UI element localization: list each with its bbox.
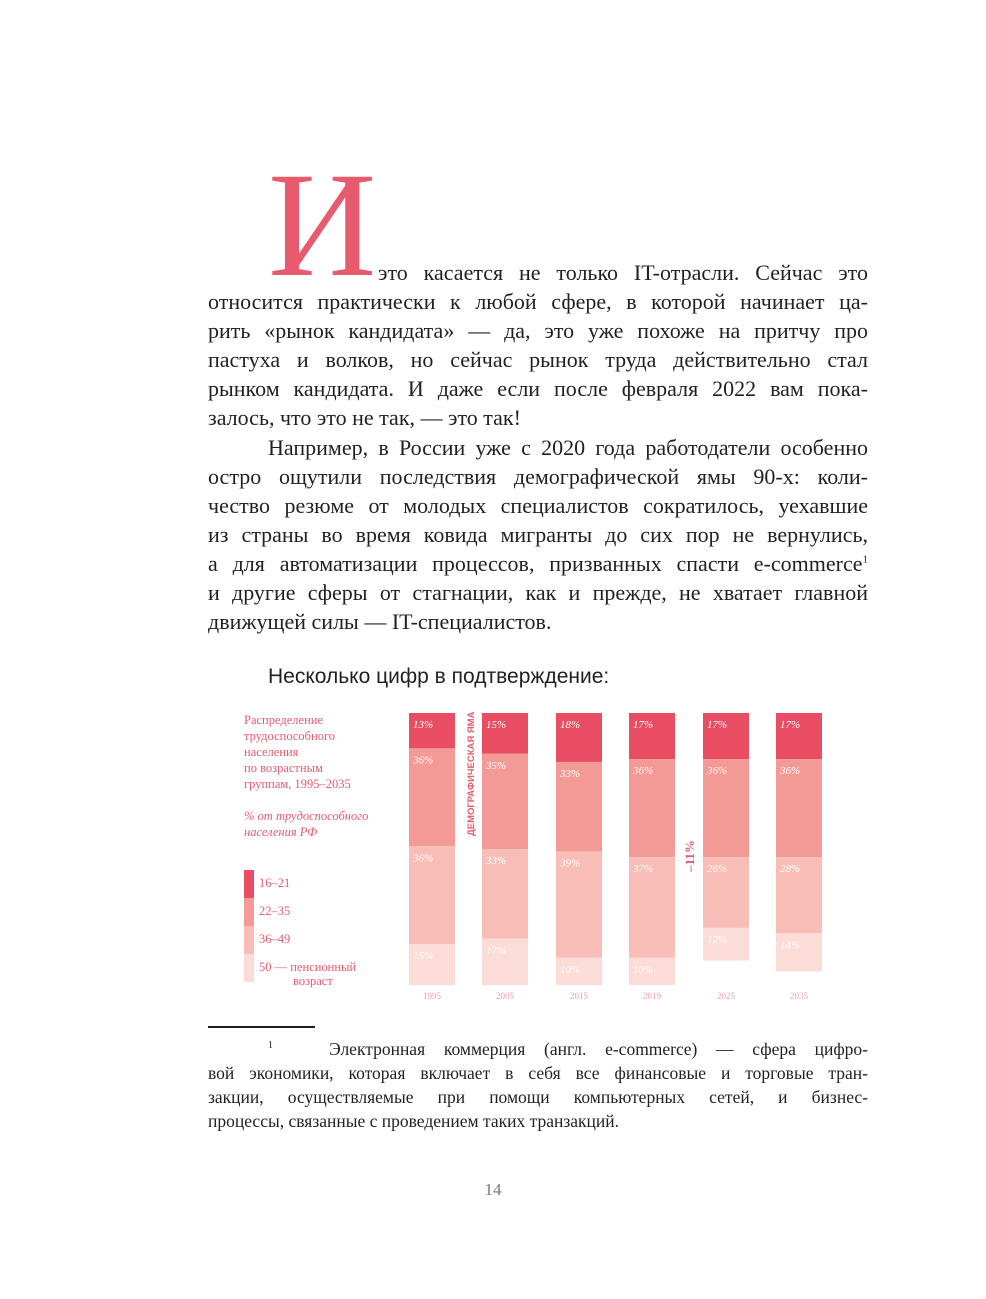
footnote-line-text: Электронная коммерция (англ. e-commerce) — сфера цифро- xyxy=(329,1039,868,1059)
bar-value-label: 26% xyxy=(707,863,728,876)
chart-subtitle-line: % от трудоспособного xyxy=(244,809,369,823)
bar-value-label: 36% xyxy=(413,852,434,865)
bar-value-label: 36% xyxy=(413,754,434,767)
x-tick-label: 2015 xyxy=(570,991,588,1001)
chart-lead-in: Несколько цифр в подтверждение: xyxy=(268,665,610,688)
footnote xyxy=(208,1037,868,1133)
bar-value-label: 17% xyxy=(780,719,801,731)
bar-value-label: 37% xyxy=(633,863,654,876)
bar-value-label: 18% xyxy=(560,719,581,731)
paragraph-line: остро ощутили последствия демографической ямы 90-х: коли- xyxy=(208,464,868,489)
paragraph-line: рить «рынок кандидата» — да, это уже похоже на притчу про xyxy=(208,318,868,343)
chart-title-line: Распределение xyxy=(244,713,323,727)
chart-title-line: по возрастным xyxy=(244,761,323,775)
bar-value-label: 15% xyxy=(486,719,507,731)
x-tick-label: 1995 xyxy=(423,991,441,1001)
bar-value-label: 14% xyxy=(780,939,801,952)
annotation-drop: –11% xyxy=(682,840,697,872)
paragraph-line: и другие сферы от стагнации, как и прежде, не хватает главной xyxy=(208,580,868,605)
paragraph-line-text: а для автоматизации процессов, призванных спасти e-commerce xyxy=(208,551,863,576)
chart-subtitle-line: населения РФ xyxy=(244,825,318,839)
bar-value-label: 15% xyxy=(413,950,434,963)
footnote-line: процессы, связанные с проведением таких транзакций. xyxy=(208,1111,619,1131)
footnote-ref[interactable]: 1 xyxy=(862,553,868,566)
bar-value-label: 36% xyxy=(707,765,728,778)
bar-value-label: 36% xyxy=(633,765,654,778)
footnote-divider xyxy=(208,1026,315,1028)
page-number: 14 xyxy=(484,1180,502,1199)
x-tick-label: 2025 xyxy=(717,991,735,1001)
bar-value-label: 35% xyxy=(486,759,507,772)
legend-label-line: 50 — пенсионный xyxy=(259,960,357,974)
legend-label: 16–21 xyxy=(259,876,291,890)
paragraph-line: рынком кандидата. И даже если после февраля 2022 вам пока- xyxy=(208,376,868,401)
bar-value-label: 17% xyxy=(633,719,654,731)
x-tick-label: 2035 xyxy=(790,991,808,1001)
bar-value-label: 13% xyxy=(413,719,434,731)
x-tick-label: 2019 xyxy=(643,991,661,1001)
chart-title-line: трудоспособного xyxy=(244,729,336,743)
bar-value-label: 39% xyxy=(560,857,581,870)
legend-label-line: возраст xyxy=(293,974,333,988)
bar-value-label: 36% xyxy=(780,765,801,778)
paragraph-line: пастуха и волков, но сейчас рынок труда действительно стал xyxy=(208,347,868,372)
drop-cap: И xyxy=(268,142,377,308)
chart-title-line: населения xyxy=(244,745,299,759)
bar-value-label: 12% xyxy=(707,933,728,946)
footnote-line-with-mark xyxy=(208,1037,868,1061)
paragraph-line: относится практически к любой сфере, в которой начинает ца- xyxy=(208,289,868,314)
bar-value-label: 17% xyxy=(707,719,728,731)
annotation-demographic-pit: ДЕМОГРАФИЧЕСКАЯ ЯМА xyxy=(466,711,477,836)
bar-value-label: 10% xyxy=(633,963,654,976)
paragraph-line: из страны во время ковида мигранты до сих пор не вернулись, xyxy=(208,522,868,547)
footnote-line: вой экономики, которая включает в себя все финансовые и торговые тран- xyxy=(208,1063,868,1083)
bar-value-label: 28% xyxy=(780,863,801,876)
paragraph-line: залось, что это не так, — это так! xyxy=(208,405,521,430)
bar-value-label: 17% xyxy=(486,944,507,957)
bar-value-label: 10% xyxy=(560,963,581,976)
chart-title-line: группам, 1995–2035 xyxy=(244,777,351,791)
paragraph-line: это касается не только IT-отрасли. Сейчас это xyxy=(378,260,868,285)
x-tick-label: 2005 xyxy=(496,991,514,1001)
bar-value-label: 33% xyxy=(560,767,581,780)
legend-label: 36–49 xyxy=(259,932,291,946)
paragraph-line: движущей силы — IT-специалистов. xyxy=(208,609,552,634)
paragraph-line: чество резюме от молодых специалистов сократилось, уехавшие xyxy=(208,493,868,518)
bar-value-label: 33% xyxy=(486,855,507,867)
paragraph-line: Например, в России уже с 2020 года работодатели особенно xyxy=(268,435,868,460)
legend-label: 22–35 xyxy=(259,904,291,918)
footnote-line: закции, осуществляемые при помощи компьютерных сетей, и бизнес- xyxy=(208,1087,868,1107)
footnote-mark: 1 xyxy=(268,1040,273,1052)
